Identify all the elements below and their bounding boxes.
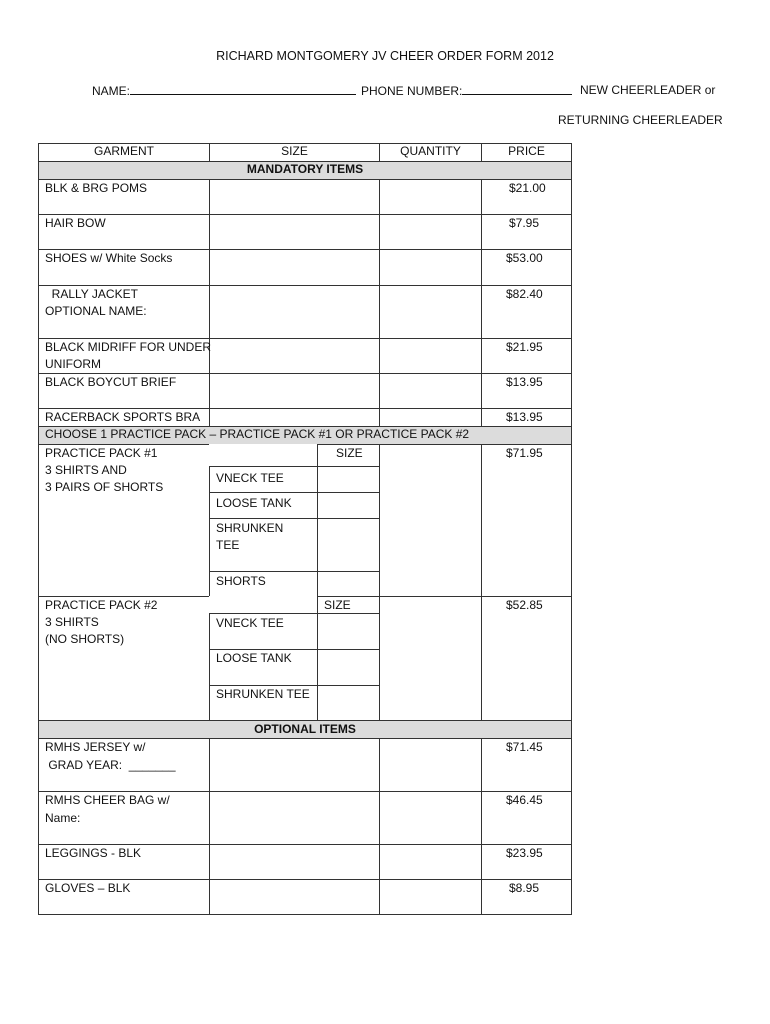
garment-name: BLK & BRG POMS bbox=[45, 181, 148, 195]
garment-name: RACERBACK SPORTS BRA bbox=[45, 410, 201, 424]
size-input[interactable] bbox=[209, 373, 380, 409]
mandatory-items-heading: MANDATORY ITEMS bbox=[246, 162, 364, 176]
pack2-line: (NO SHORTS) bbox=[45, 632, 125, 646]
garment-price: $13.95 bbox=[506, 410, 543, 424]
size-input[interactable] bbox=[209, 338, 380, 374]
garment-price: $71.45 bbox=[506, 740, 543, 754]
pack1-tank-size-input[interactable] bbox=[317, 492, 380, 519]
size-input[interactable] bbox=[209, 249, 380, 286]
pack2-line: PRACTICE PACK #2 bbox=[45, 598, 158, 612]
size-input[interactable] bbox=[209, 285, 380, 339]
pack2-size-label: SIZE bbox=[324, 598, 351, 612]
pack2-item: LOOSE TANK bbox=[216, 651, 292, 665]
quantity-input[interactable] bbox=[379, 408, 482, 427]
pack2-shrunken-size-input[interactable] bbox=[317, 685, 380, 721]
pack2-size-header-divider bbox=[209, 596, 318, 614]
pack2-price-cell bbox=[481, 596, 572, 721]
garment-price: $53.00 bbox=[506, 251, 543, 265]
size-input[interactable] bbox=[209, 408, 380, 427]
form-title: RICHARD MONTGOMERY JV CHEER ORDER FORM 2012 bbox=[216, 49, 554, 63]
header-quantity: QUANTITY bbox=[400, 144, 461, 158]
quantity-input[interactable] bbox=[379, 879, 482, 915]
garment-name: LEGGINGS - BLK bbox=[45, 846, 142, 860]
quantity-input[interactable] bbox=[379, 844, 482, 880]
pack1-item: SHORTS bbox=[216, 574, 266, 588]
pack1-shrunken-size-input[interactable] bbox=[317, 518, 380, 572]
garment-name: GLOVES – BLK bbox=[45, 881, 131, 895]
garment-name-line2: GRAD YEAR: _______ bbox=[45, 758, 176, 772]
pack1-line: 3 PAIRS OF SHORTS bbox=[45, 480, 164, 494]
header-price: PRICE bbox=[508, 144, 545, 158]
new-cheerleader-option[interactable]: NEW CHEERLEADER or bbox=[580, 83, 716, 97]
garment-price: $82.40 bbox=[506, 287, 543, 301]
size-input[interactable] bbox=[209, 214, 380, 250]
pack1-price-cell bbox=[481, 444, 572, 597]
phone-label: PHONE NUMBER: bbox=[361, 84, 463, 98]
garment-price: $21.95 bbox=[506, 340, 543, 354]
pack1-size-label: SIZE bbox=[336, 446, 363, 460]
pack2-item: SHRUNKEN TEE bbox=[216, 687, 310, 701]
size-input[interactable] bbox=[209, 879, 380, 915]
pack1-price: $71.95 bbox=[506, 446, 543, 460]
garment-price: $21.00 bbox=[509, 181, 546, 195]
phone-field[interactable] bbox=[361, 83, 572, 98]
pack2-quantity-input[interactable] bbox=[379, 596, 482, 721]
garment-name: BLACK MIDRIFF FOR UNDER bbox=[45, 340, 212, 354]
pack2-item: VNECK TEE bbox=[216, 616, 284, 630]
pack1-item: TEE bbox=[216, 538, 240, 552]
garment-price: $7.95 bbox=[509, 216, 540, 230]
garment-name-line2: UNIFORM bbox=[45, 357, 101, 371]
pack2-tank-size-input[interactable] bbox=[317, 649, 380, 686]
header-garment: GARMENT bbox=[94, 144, 154, 158]
quantity-input[interactable] bbox=[379, 373, 482, 409]
garment-price: $13.95 bbox=[506, 375, 543, 389]
garment-name: RALLY JACKET bbox=[45, 287, 138, 301]
name-field[interactable] bbox=[92, 83, 356, 98]
pack2-vneck-size-input[interactable] bbox=[317, 613, 380, 650]
phone-line bbox=[462, 83, 572, 95]
garment-name: HAIR BOW bbox=[45, 216, 106, 230]
pack1-size-header-divider bbox=[209, 444, 318, 467]
garment-name: SHOES w/ White Socks bbox=[45, 251, 173, 265]
pack1-vneck-size-input[interactable] bbox=[317, 466, 380, 493]
garment-name: RMHS CHEER BAG w/ bbox=[45, 793, 170, 807]
name-line bbox=[130, 83, 356, 95]
size-input[interactable] bbox=[209, 844, 380, 880]
quantity-input[interactable] bbox=[379, 249, 482, 286]
quantity-input[interactable] bbox=[379, 338, 482, 374]
pack2-line: 3 SHIRTS bbox=[45, 615, 99, 629]
quantity-input[interactable] bbox=[379, 179, 482, 215]
garment-name: RMHS JERSEY w/ bbox=[45, 740, 146, 754]
size-input[interactable] bbox=[209, 791, 380, 845]
pack1-line: PRACTICE PACK #1 bbox=[45, 446, 158, 460]
pack1-item: LOOSE TANK bbox=[216, 496, 292, 510]
pack2-price: $52.85 bbox=[506, 598, 543, 612]
garment-name: BLACK BOYCUT BRIEF bbox=[45, 375, 177, 389]
garment-price: $46.45 bbox=[506, 793, 543, 807]
pack1-quantity-input[interactable] bbox=[379, 444, 482, 597]
header-size: SIZE bbox=[281, 144, 308, 158]
size-input[interactable] bbox=[209, 179, 380, 215]
optional-items-heading: OPTIONAL ITEMS bbox=[254, 722, 356, 736]
quantity-input[interactable] bbox=[379, 738, 482, 792]
quantity-input[interactable] bbox=[379, 791, 482, 845]
garment-price: $8.95 bbox=[509, 881, 540, 895]
pack1-item: VNECK TEE bbox=[216, 471, 284, 485]
returning-cheerleader-option[interactable]: RETURNING CHEERLEADER bbox=[558, 113, 723, 127]
garment-name-line2: Name: bbox=[45, 811, 81, 825]
pack1-line: 3 SHIRTS AND bbox=[45, 463, 127, 477]
pack1-shorts-size-input[interactable] bbox=[317, 571, 380, 597]
garment-price: $23.95 bbox=[506, 846, 543, 860]
quantity-input[interactable] bbox=[379, 285, 482, 339]
quantity-input[interactable] bbox=[379, 214, 482, 250]
garment-name-line2: OPTIONAL NAME: bbox=[45, 304, 147, 318]
practice-pack-heading: CHOOSE 1 PRACTICE PACK – PRACTICE PACK #1 OR PRACTICE PACK #2 bbox=[45, 427, 470, 441]
size-input[interactable] bbox=[209, 738, 380, 792]
pack1-item: SHRUNKEN bbox=[216, 521, 284, 535]
name-label: NAME: bbox=[92, 84, 131, 98]
